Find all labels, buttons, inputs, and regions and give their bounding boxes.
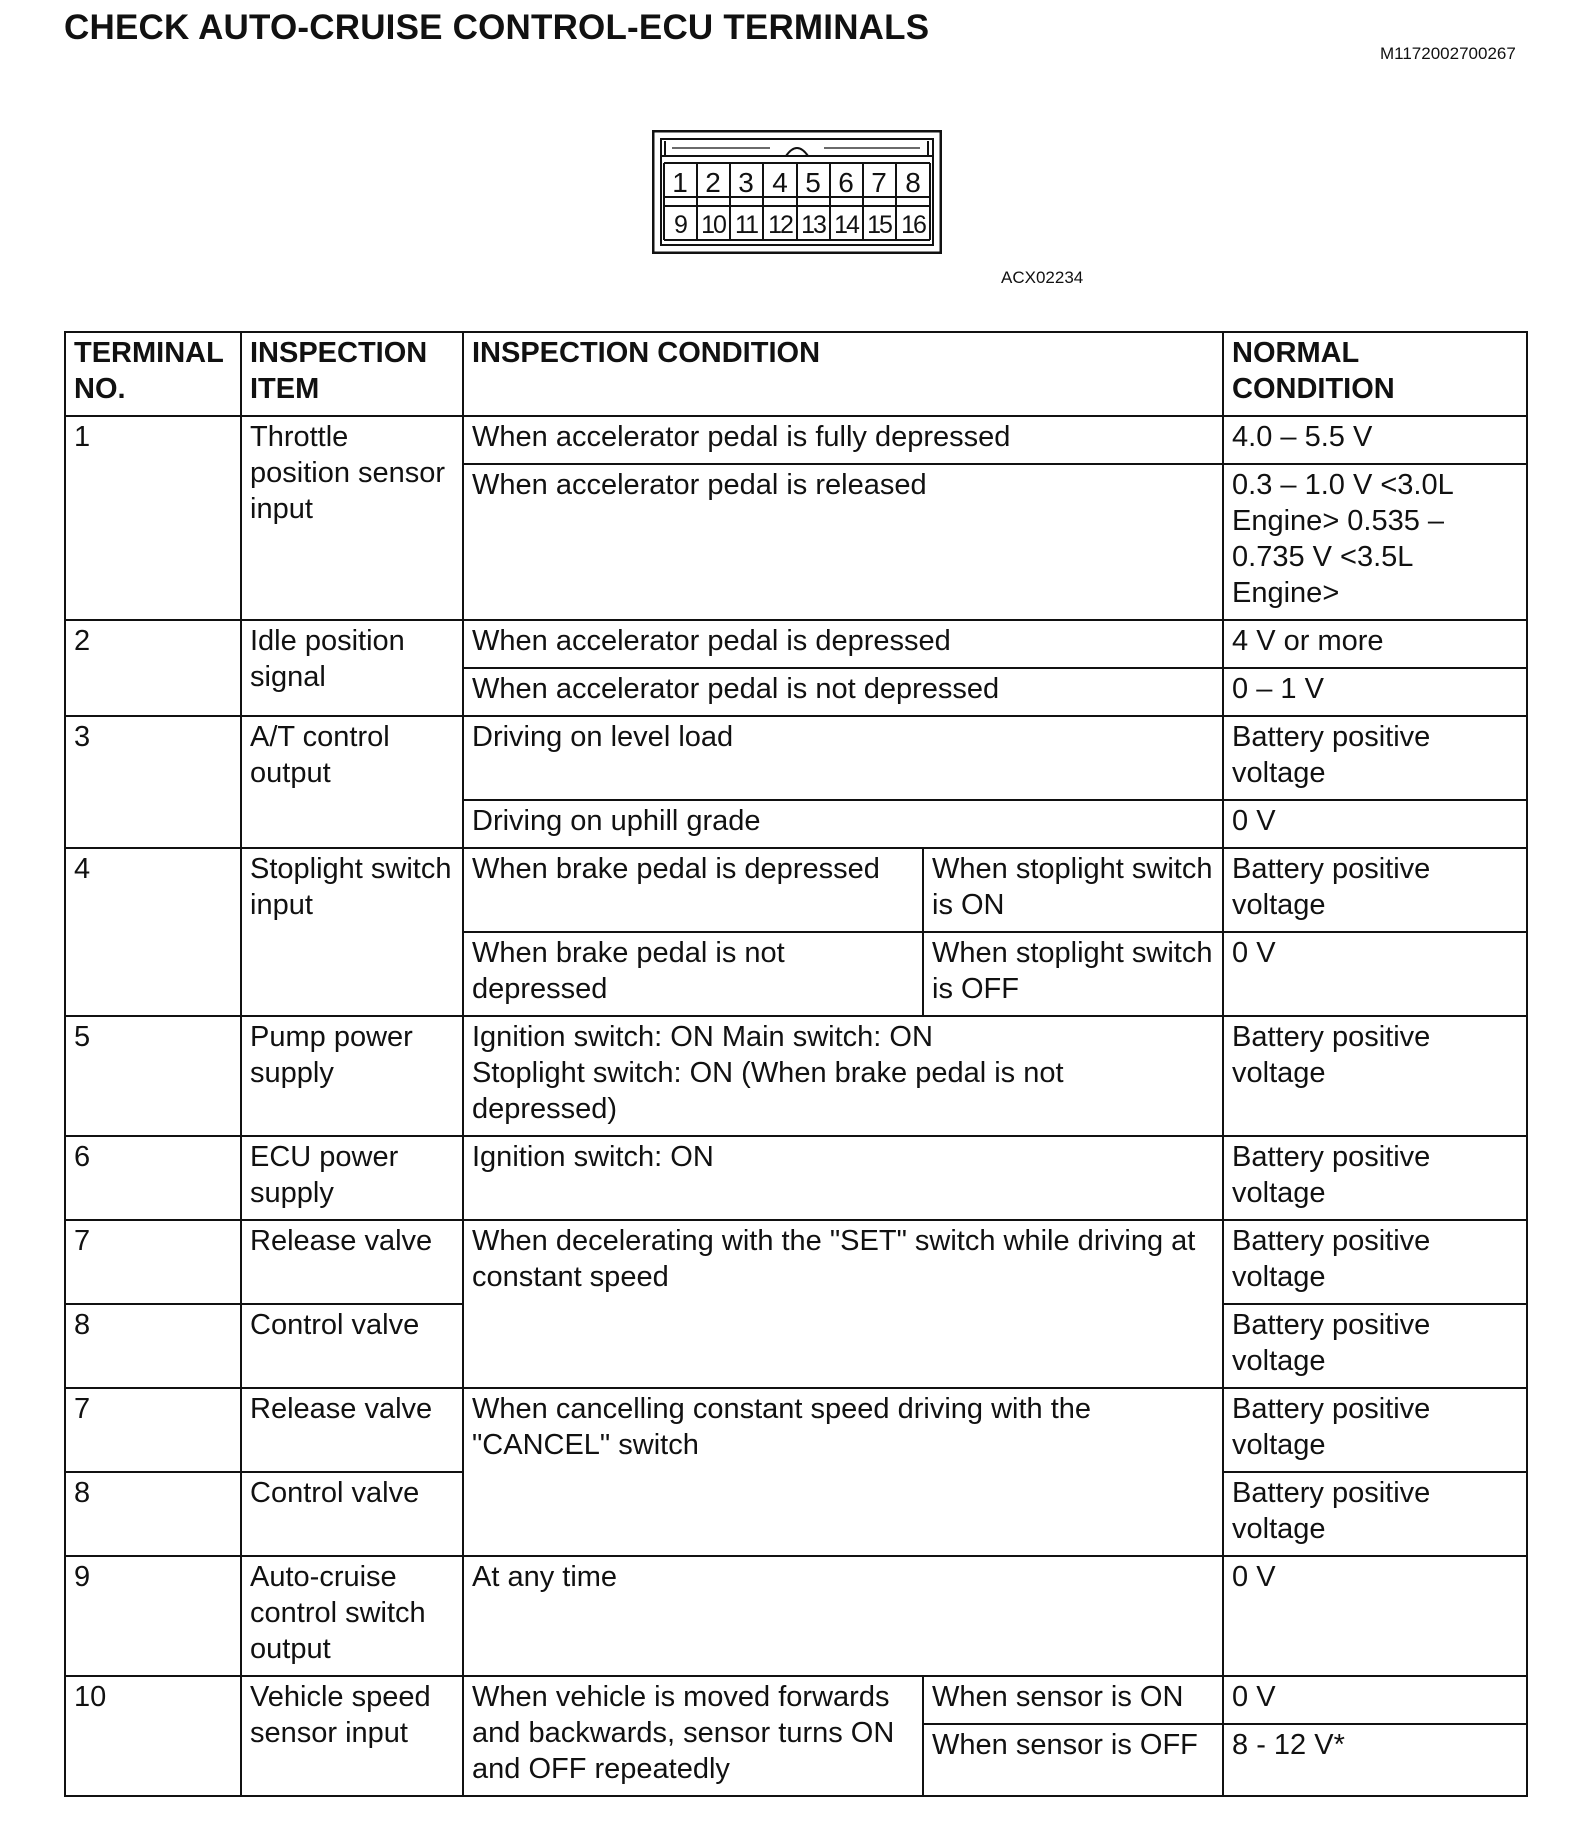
normal-cell: Battery positive voltage [1223,1136,1527,1220]
terminal-cell: 2 [65,620,241,716]
pin-label: 5 [805,167,821,198]
condition-cell: When brake pedal is not depressed [463,932,923,1016]
normal-cell: Battery positive voltage [1223,1016,1527,1136]
pin-label: 10 [701,211,725,239]
item-cell: ECU power supply [241,1136,463,1220]
condition-cell: When decelerating with the "SET" switch while driving at constant speed [463,1220,1223,1388]
figure-id: ACX02234 [1001,268,1084,287]
condition-cell: When accelerator pedal is depressed [463,620,1223,668]
item-cell: Stoplight switch input [241,848,463,1016]
header-normal-condition: NORMAL CONDITION [1223,332,1527,416]
terminal-cell: 1 [65,416,241,620]
normal-cell: Battery positive voltage [1223,1388,1527,1472]
item-cell: Idle position signal [241,620,463,716]
table-row [65,1676,1527,1724]
condition-cell: At any time [463,1556,1223,1676]
condition-line: Stoplight switch: ON (When brake pedal is not depressed) [472,1057,1064,1125]
pin-label: 3 [738,167,754,198]
page-title: CHECK AUTO-CRUISE CONTROL-ECU TERMINALS [64,8,930,47]
condition-cell: Ignition switch: ON [463,1136,1223,1220]
normal-cell: Battery positive voltage [1223,1304,1527,1388]
header-inspection-condition: INSPECTION CONDITION [463,332,1223,416]
condition-cell: When brake pedal is depressed [463,848,923,932]
table-row [65,1016,1527,1136]
normal-cell: 0 – 1 V [1223,668,1527,716]
pin-label: 14 [834,211,858,239]
terminal-cell: 4 [65,848,241,1016]
item-cell: Release valve [241,1388,463,1472]
item-cell: Control valve [241,1304,463,1388]
pin-label: 15 [867,211,891,239]
item-cell: Control valve [241,1472,463,1556]
item-cell: Throttle position sensor input [241,416,463,620]
pin-label: 8 [905,167,921,198]
table-row [65,1220,1527,1304]
table-row [65,620,1527,668]
table-row [65,848,1527,932]
normal-cell: Battery positive voltage [1223,716,1527,800]
table-row [65,416,1527,464]
item-cell: Vehicle speed sensor input [241,1676,463,1796]
sub-condition-cell: When sensor is ON [923,1676,1223,1724]
normal-cell: 0 V [1223,800,1527,848]
condition-line: Ignition switch: ON Main switch: ON [472,1021,933,1053]
terminal-cell: 9 [65,1556,241,1676]
table-row [65,1556,1527,1676]
condition-cell: When accelerator pedal is not depressed [463,668,1223,716]
normal-cell: 0 V [1223,1556,1527,1676]
terminal-cell: 7 [65,1220,241,1304]
normal-cell: 8 - 12 V* [1223,1724,1527,1796]
document-id: M1172002700267 [1380,44,1516,63]
pin-label: 12 [768,211,792,239]
normal-cell: Battery positive voltage [1223,1472,1527,1556]
terminal-inspection-table [64,331,1528,1797]
pin-label: 11 [735,211,757,239]
normal-cell: 0 V [1223,1676,1527,1724]
condition-cell: When vehicle is moved forwards and backwards, sensor turns ON and OFF repeatedly [463,1676,923,1796]
table-row [65,1388,1527,1472]
terminal-cell: 8 [65,1472,241,1556]
normal-cell: 0 V [1223,932,1527,1016]
pin-label: 1 [672,167,688,198]
item-cell: A/T control output [241,716,463,848]
pin-label: 13 [801,211,825,239]
condition-cell: When accelerator pedal is fully depressed [463,416,1223,464]
header-terminal-no: TERMINAL NO. [65,332,241,416]
condition-cell: When cancelling constant speed driving with the "CANCEL" switch [463,1388,1223,1556]
normal-cell: Battery positive voltage [1223,848,1527,932]
table-row [65,716,1527,800]
normal-cell: Battery positive voltage [1223,1220,1527,1304]
pin-label: 7 [871,167,887,198]
condition-cell: Driving on uphill grade [463,800,1223,848]
terminal-cell: 6 [65,1136,241,1220]
terminal-cell: 10 [65,1676,241,1796]
sub-condition-cell: When stoplight switch is ON [923,848,1223,932]
sub-condition-cell: When stoplight switch is OFF [923,932,1223,1016]
item-cell: Auto-cruise control switch output [241,1556,463,1676]
normal-cell: 4 V or more [1223,620,1527,668]
condition-cell: When accelerator pedal is released [463,464,1223,620]
terminal-cell: 5 [65,1016,241,1136]
terminal-cell: 3 [65,716,241,848]
condition-cell: Driving on level load [463,716,1223,800]
item-cell: Release valve [241,1220,463,1304]
pin-label: 16 [901,211,925,239]
condition-cell [463,1016,1223,1136]
table-header-row [65,332,1527,416]
pin-label: 6 [838,167,854,198]
pin-label: 9 [674,211,686,239]
pin-label: 4 [772,167,788,198]
header-inspection-item: INSPECTION ITEM [241,332,463,416]
sub-condition-cell: When sensor is OFF [923,1724,1223,1796]
terminal-cell: 8 [65,1304,241,1388]
normal-cell: 4.0 – 5.5 V [1223,416,1527,464]
table-row [65,1136,1527,1220]
connector-diagram-icon [652,130,942,254]
item-cell: Pump power supply [241,1016,463,1136]
pin-label: 2 [705,167,721,198]
terminal-cell: 7 [65,1388,241,1472]
normal-cell: 0.3 – 1.0 V <3.0L Engine> 0.535 – 0.735 V <3.5L Engine> [1223,464,1527,620]
